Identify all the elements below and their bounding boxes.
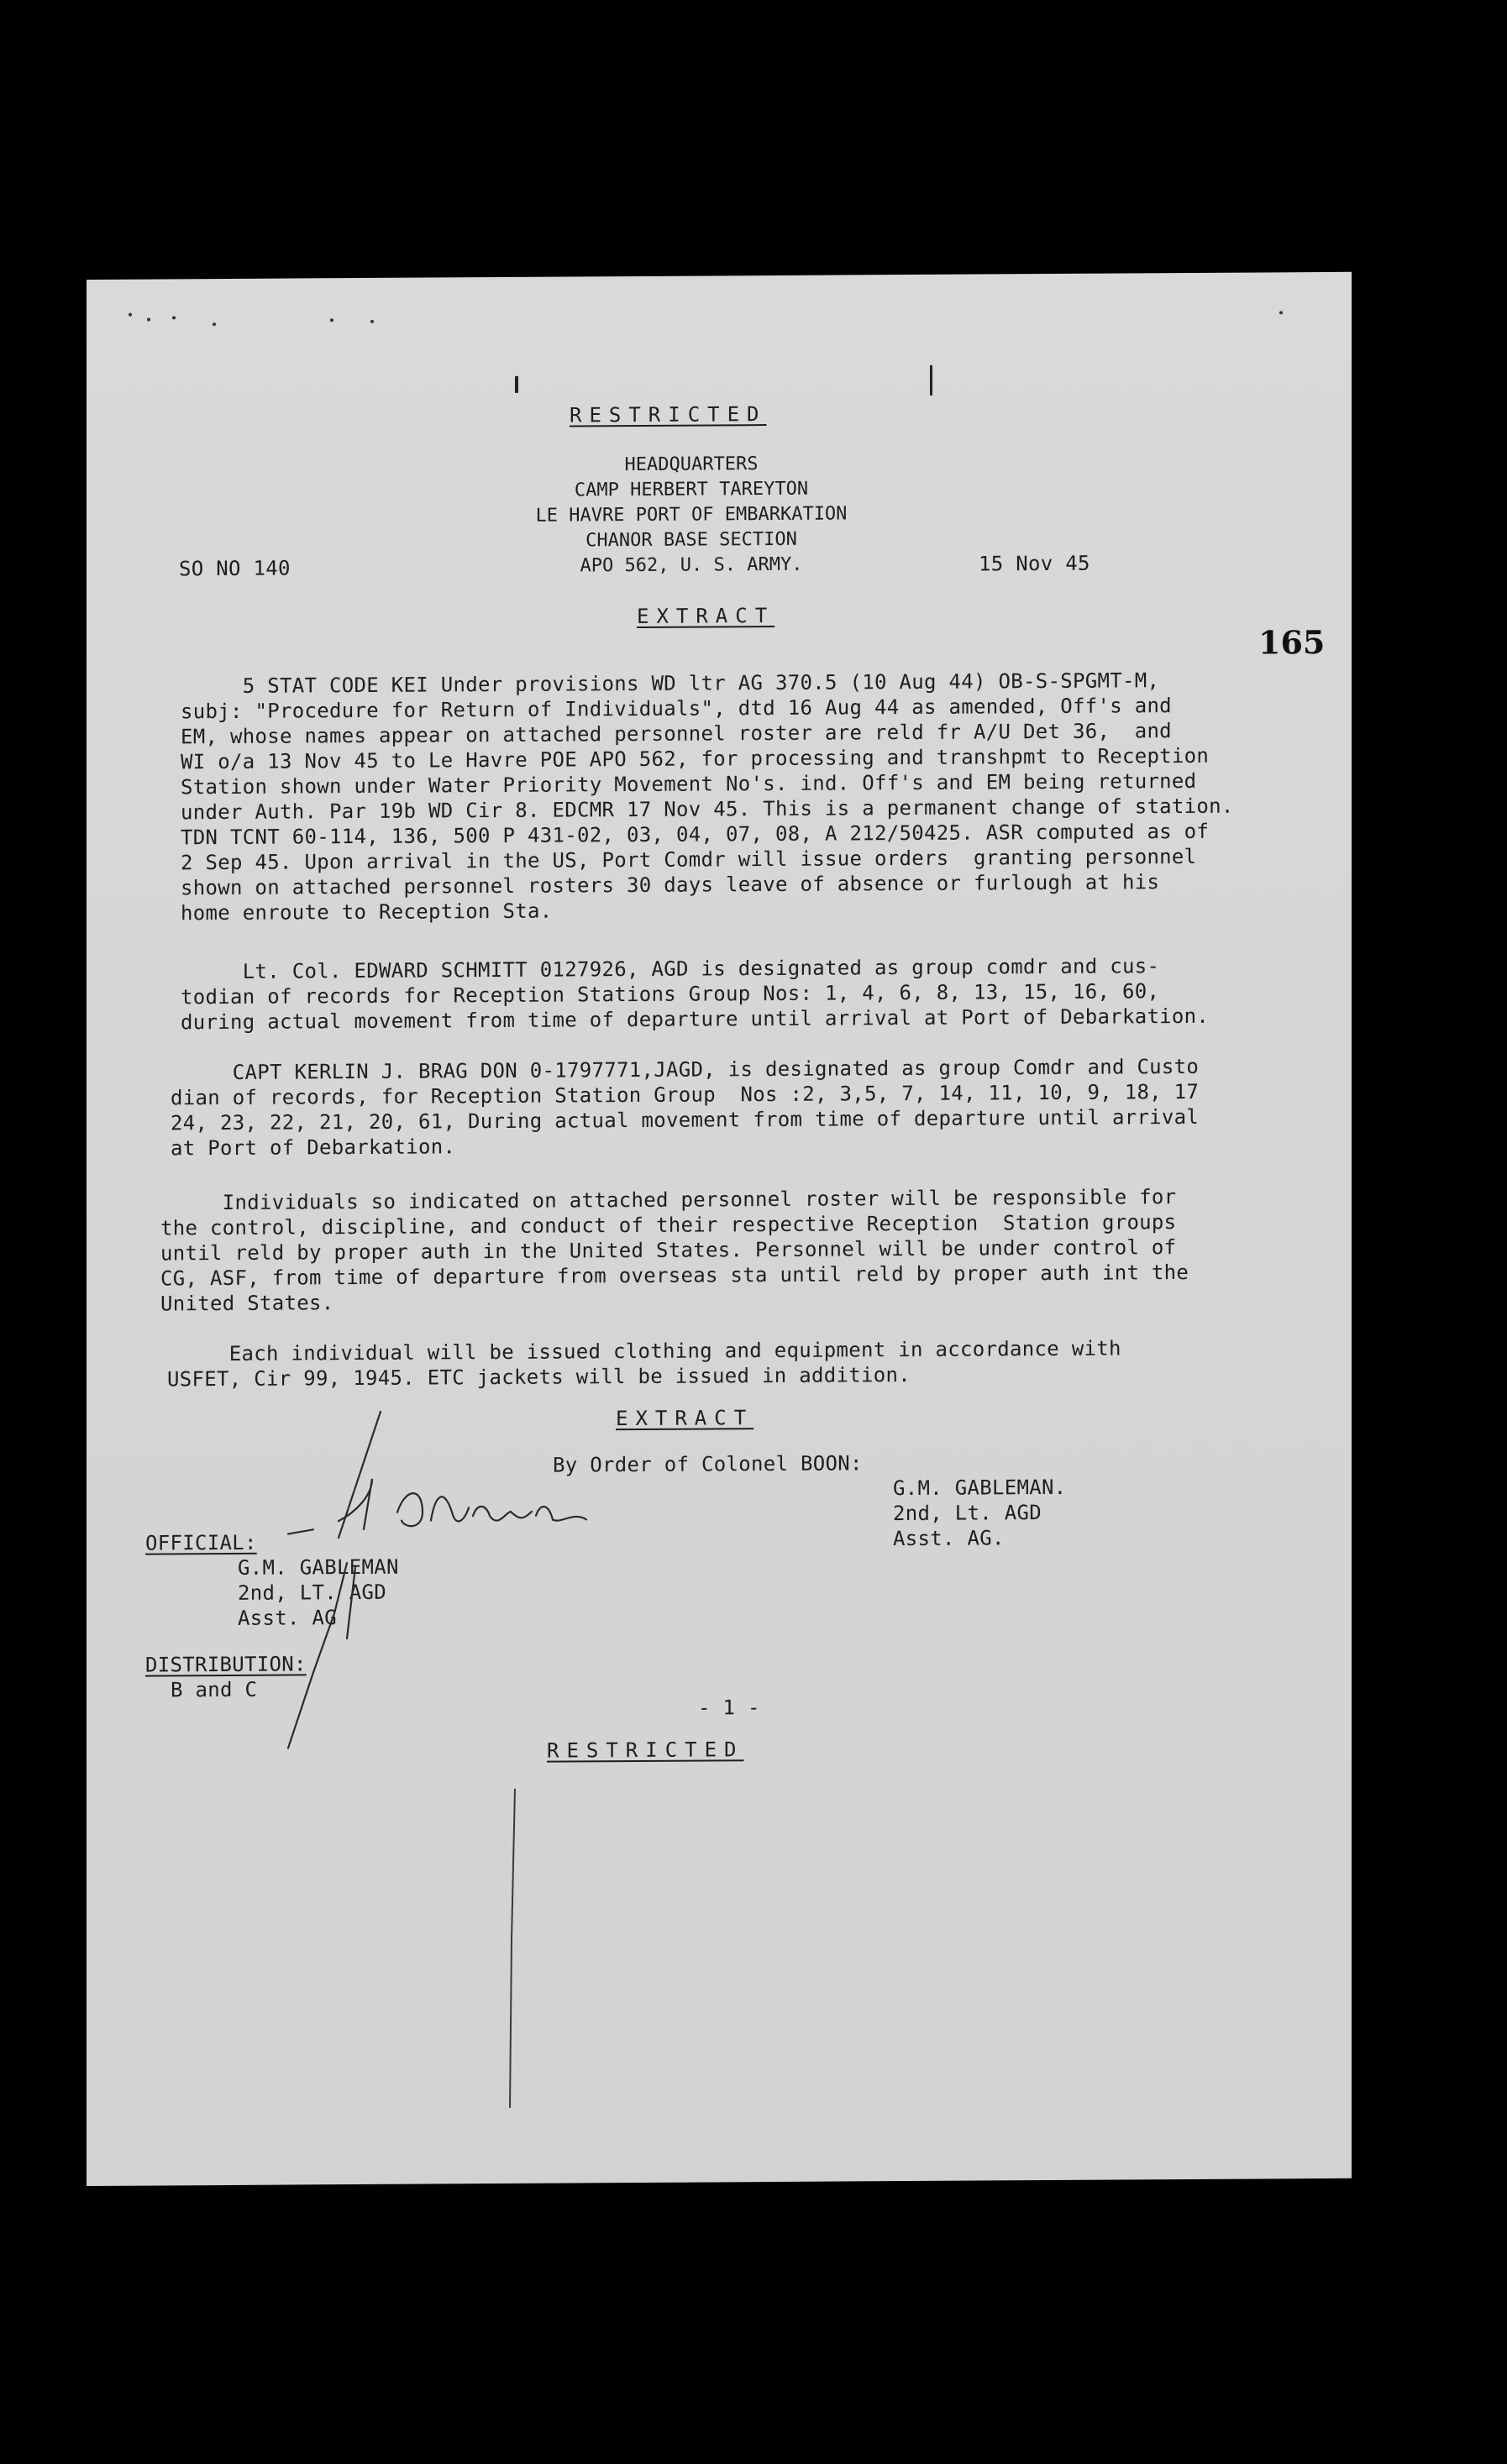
text-line: Station shown under Water Priority Movement No's. ind. Off's and EM being returned (181, 768, 1197, 799)
handwritten-signature (255, 1393, 675, 1765)
official-label: OFFICIAL: (145, 1530, 257, 1555)
pencil-mark (507, 1789, 523, 2125)
distribution-label: DISTRIBUTION: (145, 1652, 307, 1677)
order-date: 15 Nov 45 (979, 551, 1090, 576)
text-line: during actual movement from time of departure until arrival at Port of Debarkation. (181, 1004, 1210, 1035)
signer-name: G.M. GABLEMAN. (893, 1475, 1067, 1501)
text-line: shown on attached personnel rosters 30 days leave of absence or furlough at his (181, 870, 1160, 900)
signer-rank: 2nd, LT. AGD (238, 1580, 386, 1605)
text-line: until reld by proper auth in the United States. Personnel will be under control of (160, 1235, 1177, 1266)
punch-mark (515, 376, 518, 393)
signer-name: G.M. GABLEMAN (238, 1554, 399, 1580)
special-order-number: SO NO 140 (179, 556, 291, 581)
text-line: home enroute to Reception Sta. (181, 899, 553, 925)
scan-speck (370, 320, 374, 323)
text-line: the control, discipline, and conduct of their respective Reception Station groups (160, 1210, 1177, 1240)
heading-line: CHANOR BASE SECTION (585, 528, 797, 552)
text-line: CAPT KERLIN J. BRAG DON 0-1797771,JAGD, is designated as group Comdr and Custo (171, 1054, 1200, 1085)
text-line: at Port of Debarkation. (171, 1135, 456, 1161)
text-line: Individuals so indicated on attached personnel roster will be responsible for (160, 1185, 1177, 1215)
extract-footer-heading: EXTRACT (616, 1406, 754, 1431)
signer-title: Asst. AG. (893, 1526, 1005, 1551)
text-line: dian of records, for Reception Station Group Nos :2, 3,5, 7, 14, 11, 10, 9, 18, 17 (171, 1079, 1200, 1110)
heading-line: CAMP HERBERT TAREYTON (574, 478, 809, 501)
text-line: United States. (160, 1291, 334, 1316)
text-line: Lt. Col. EDWARD SCHMITT 0127926, AGD is designated as group comdr and cus- (181, 954, 1160, 984)
text-line: Each individual will be issued clothing and equipment in accordance with (167, 1336, 1121, 1366)
text-line: USFET, Cir 99, 1945. ETC jackets will be issued in addition. (167, 1363, 911, 1392)
text-line: WI o/a 13 Nov 45 to Le Havre POE APO 562, for processing and transhpmt to Reception (181, 743, 1210, 774)
by-order-line: By Order of Colonel BOON: (553, 1451, 863, 1477)
scan-speck (213, 322, 216, 326)
text-line: TDN TCNT 60-114, 136, 500 P 431-02, 03, 04, 07, 08, A 212/50425. ASR computed as of (181, 819, 1210, 850)
scan-speck (1279, 311, 1283, 314)
scan-speck (172, 316, 176, 319)
heading-line: HEADQUARTERS (624, 453, 759, 476)
text-line: CG, ASF, from time of departure from overseas sta until reld by proper auth int the (160, 1260, 1189, 1291)
heading-line: LE HAVRE PORT OF EMBARKATION (535, 503, 848, 527)
scan-speck (147, 318, 150, 322)
text-line: todian of records for Reception Stations Group Nos: 1, 4, 6, 8, 13, 15, 16, 60, (181, 979, 1160, 1009)
text-line: EM, whose names appear on attached personnel roster are reld fr A/U Det 36, and (181, 719, 1172, 749)
signer-title: Asst. AG (238, 1606, 337, 1630)
punch-mark (930, 365, 932, 396)
heading-line: APO 562, U. S. ARMY. (580, 553, 803, 577)
scan-speck (129, 313, 132, 317)
scan-speck (330, 318, 333, 322)
footer-page-number: - 1 - (698, 1696, 760, 1720)
document-page (87, 272, 1352, 2186)
extract-heading: EXTRACT (637, 603, 775, 628)
text-line: 5 STAT CODE KEI Under provisions WD ltr AG 370.5 (10 Aug 44) OB-S-SPGMT-M, (181, 668, 1160, 699)
text-line: subj: "Procedure for Return of Individuals", dtd 16 Aug 44 as amended, Off's and (181, 694, 1172, 724)
classification-top: RESTRICTED (570, 402, 767, 427)
classification-bottom: RESTRICTED (547, 1738, 744, 1763)
signer-rank: 2nd, Lt. AGD (893, 1501, 1042, 1526)
text-line: under Auth. Par 19b WD Cir 8. EDCMR 17 Nov 45. This is a permanent change of station. (181, 794, 1234, 825)
distribution-value: B and C (171, 1677, 258, 1702)
text-line: 24, 23, 22, 21, 20, 61, During actual movement from time of departure until arrival (171, 1104, 1200, 1135)
text-line: 2 Sep 45. Upon arrival in the US, Port Comdr will issue orders granting personnel (181, 844, 1197, 875)
page-number-stamp: 165 (1258, 622, 1326, 662)
